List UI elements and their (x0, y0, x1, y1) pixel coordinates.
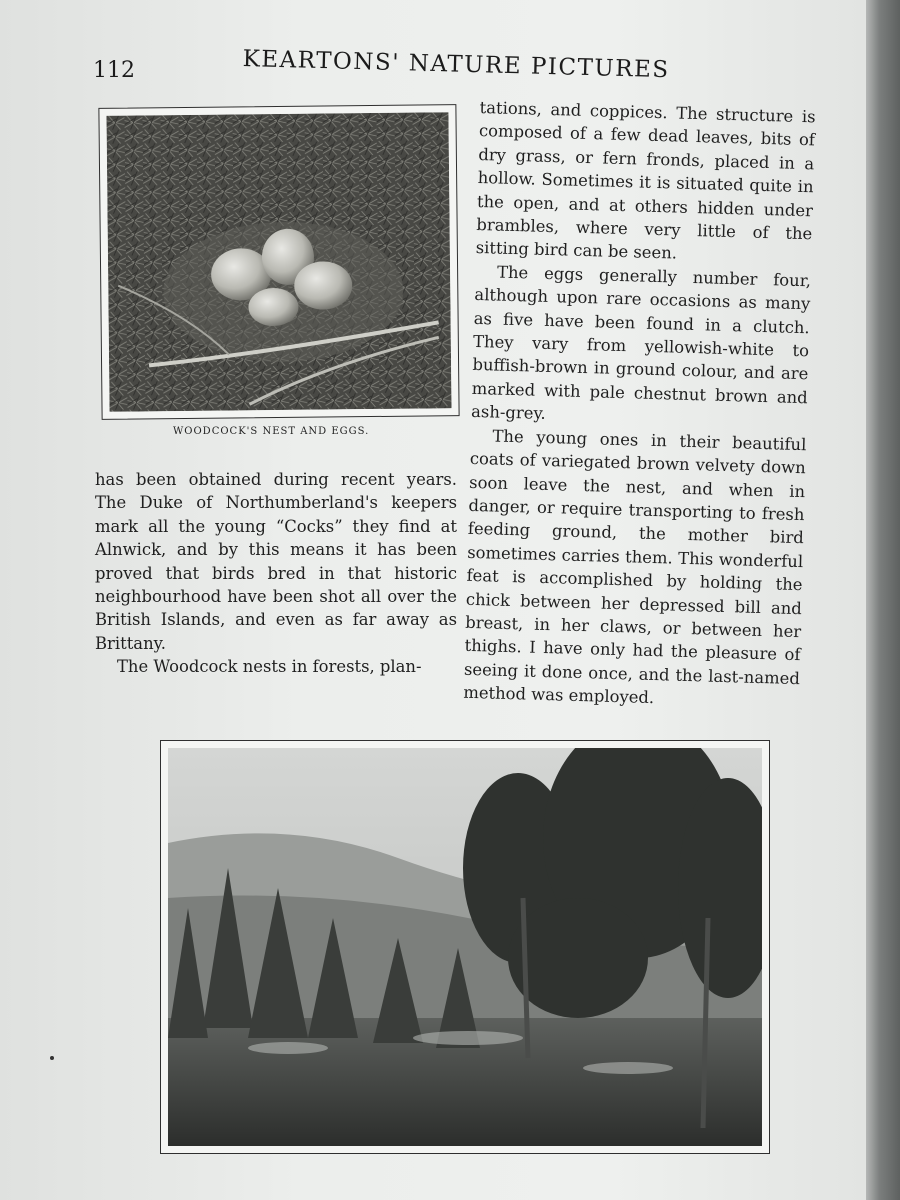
paragraph: has been obtained during recent years. The Duke of Northumberland's keepers mark all the young “Cocks” they find at Alnwick, and by this means it has been proved that birds bred in that historic neighbourhood have been shot all over the British Islands, and even as far away as Brittany. (95, 470, 457, 653)
book-edge (866, 0, 900, 1200)
paragraph: The Woodcock nests in forests, plan- (117, 657, 422, 677)
forest-photo-frame (160, 740, 770, 1154)
left-text-column (95, 468, 457, 679)
forest-photo (168, 748, 762, 1146)
nest-photo-frame (98, 104, 459, 420)
page-mark (50, 1056, 54, 1060)
nest-photo-caption: WOODCOCK'S NEST AND EGGS. (173, 426, 370, 437)
running-title: KEARTONS' NATURE PICTURES (242, 46, 670, 84)
paragraph: The eggs generally number four, although upon rare occasions as many as five have been found in a clutch. They vary from yellowish-white to buffish-brown in ground colour, and are marked with pale chestnut brown and ash-grey. (470, 262, 812, 424)
paragraph: tations, and coppices. The structure is composed of a few dead leaves, bits of dry grass, or fern fronds, placed in a hollow. Sometimes it is situated quite in the open, and at others hidden under brambles, where very little of the sitting bird can be seen. (475, 97, 816, 263)
right-text-column (463, 96, 816, 714)
nest-photo (106, 112, 451, 412)
page-number: 112 (93, 58, 135, 83)
paragraph: The young ones in their beautiful coats of variegated brown velvety down soon leave the nest, and when in danger, or require transporting to fresh feeding ground, the mother bird sometimes carries them. This wonderful feat is accomplished by holding the chick between her depressed bill and breast, in her claws, or between her thighs. I have only had the pleasure of seeing it done once, and the last-named method was employed. (463, 426, 807, 708)
